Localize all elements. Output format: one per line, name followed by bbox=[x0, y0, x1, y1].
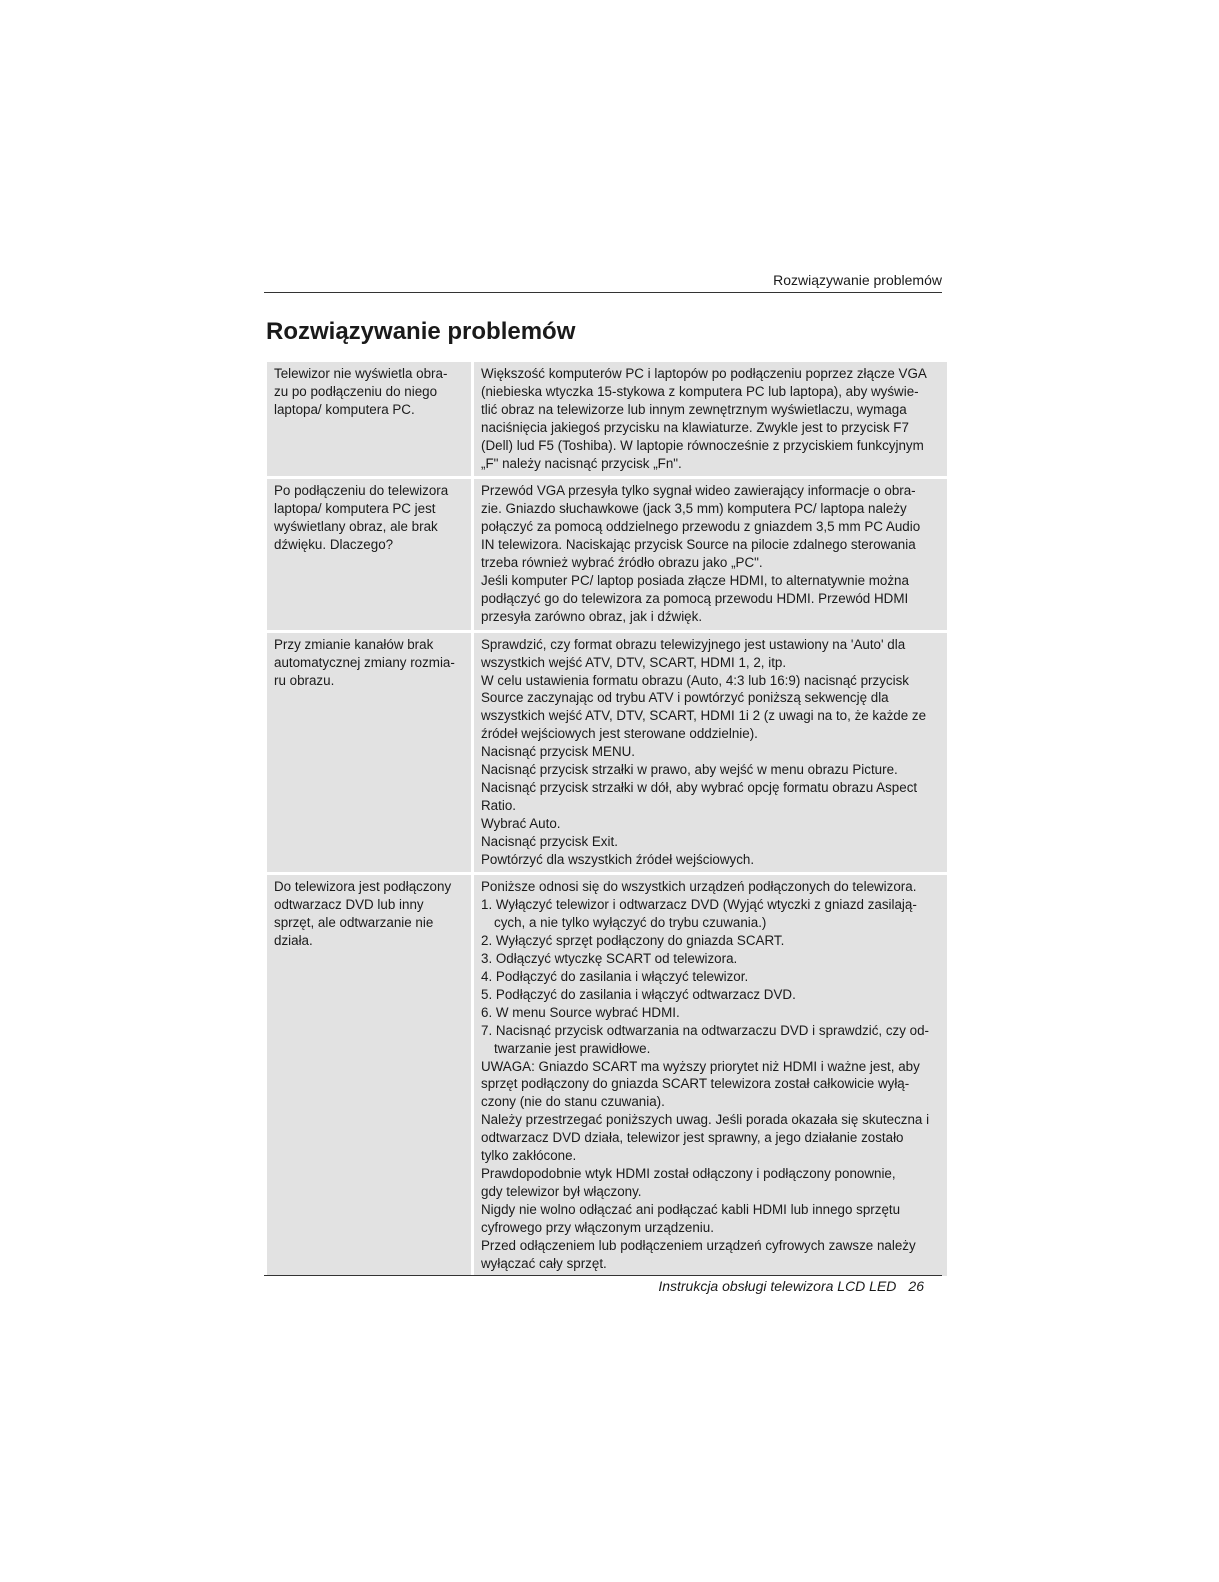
text-line: Nigdy nie wolno odłączać ani podłączać kabli HDMI lub innego sprzętu bbox=[481, 1201, 901, 1217]
text-line: Wybrać Auto. bbox=[481, 815, 561, 831]
text-line: UWAGA: Gniazdo SCART ma wyższy priorytet niż HDMI i ważne jest, aby bbox=[481, 1058, 920, 1074]
page-number: 26 bbox=[908, 1278, 924, 1294]
solution-cell bbox=[474, 362, 947, 476]
text-line: wyświetlany obraz, ale brak bbox=[274, 519, 438, 535]
text-line: cyfrowego przy włączonym urządzeniu. bbox=[481, 1219, 714, 1235]
footer-title: Instrukcja obsługi telewizora LCD LED bbox=[658, 1278, 897, 1294]
text-line: połączyć za pomocą oddzielnego przewodu z gniazdem 3,5 mm PC Audio bbox=[481, 519, 921, 535]
text-line: sprzęt podłączony do gniazda SCART telewizora został całkowicie wyłą- bbox=[481, 1076, 910, 1092]
text-line: Telewizor nie wyświetla obra- bbox=[274, 366, 448, 381]
text-line: Do telewizora jest podłączony bbox=[274, 879, 452, 895]
problem-cell bbox=[267, 479, 471, 629]
header-rule bbox=[264, 292, 942, 293]
list-item: 3. Odłączyć wtyczkę SCART od telewizora. bbox=[481, 951, 738, 967]
text-line: tlić obraz na telewizorze lub innym zewnętrznym wyświetlaczu, wymaga bbox=[481, 401, 907, 417]
text-line: Poniższe odnosi się do wszystkich urządzeń podłączonych do telewizora. bbox=[481, 879, 917, 895]
text-line: Należy przestrzegać poniższych uwag. Jeśli porada okazała się skuteczna i bbox=[481, 1112, 930, 1128]
text-line: przesyła zarówno obraz, jak i dźwięk. bbox=[481, 608, 703, 624]
text-line: laptopa/ komputera PC. bbox=[274, 401, 415, 417]
text-line: laptopa/ komputera PC jest bbox=[274, 501, 436, 517]
text-line: Nacisnąć przycisk Exit. bbox=[481, 833, 618, 849]
list-item: 7. Nacisnąć przycisk odtwarzania na odtwarzaczu DVD i sprawdzić, czy od- bbox=[481, 1022, 930, 1038]
page-footer bbox=[264, 1278, 924, 1294]
text-line: W celu ustawienia formatu obrazu (Auto, 4:3 lub 16:9) nacisnąć przycisk bbox=[481, 672, 909, 688]
table-row bbox=[267, 875, 947, 1276]
list-item: 2. Wyłączyć sprzęt podłączony do gniazda SCART. bbox=[481, 933, 785, 949]
list-item-continuation: twarzanie jest prawidłowe. bbox=[494, 1040, 651, 1056]
text-line: Przewód VGA przesyła tylko sygnał wideo zawierający informacje o obra- bbox=[481, 483, 916, 499]
running-header: Rozwiązywanie problemów bbox=[773, 272, 942, 288]
text-line: Ratio. bbox=[481, 797, 516, 813]
text-line: Nacisnąć przycisk strzałki w dół, aby wybrać opcję formatu obrazu Aspect bbox=[481, 779, 918, 795]
text-line: czony (nie do stanu czuwania). bbox=[481, 1094, 665, 1110]
text-line: sprzęt, ale odtwarzanie nie bbox=[274, 915, 434, 931]
solution-cell bbox=[474, 633, 947, 873]
text-line: gdy telewizor był włączony. bbox=[481, 1183, 642, 1199]
text-line: naciśnięcia jakiegoś przycisku na klawiaturze. Zwykle jest to przycisk F7 bbox=[481, 419, 909, 435]
list-item: 5. Podłączyć do zasilania i włączyć odtwarzacz DVD. bbox=[481, 986, 796, 1002]
table-row bbox=[267, 633, 947, 873]
text-line: „F" należy nacisnąć przycisk „Fn". bbox=[481, 455, 682, 471]
text-line: zu po podłączeniu do niego bbox=[274, 383, 438, 399]
solution-cell bbox=[474, 479, 947, 629]
list-item: 1. Wyłączyć telewizor i odtwarzacz DVD (Wyjąć wtyczki z gniazd zasilają- bbox=[481, 897, 917, 913]
text-line: wszystkich wejść ATV, DTV, SCART, HDMI 1, 2, itp. bbox=[481, 654, 787, 670]
solution-cell bbox=[474, 875, 947, 1276]
text-line: trzeba również wybrać źródło obrazu jako „PC". bbox=[481, 555, 763, 571]
problem-cell bbox=[267, 875, 471, 1276]
troubleshooting-table bbox=[264, 359, 950, 1279]
text-line: źródeł wejściowych jest sterowane oddzielnie). bbox=[481, 726, 758, 742]
list-item-continuation: cych, a nie tylko wyłączyć do trybu czuwania.) bbox=[494, 915, 767, 931]
text-line: IN telewizora. Naciskając przycisk Source na pilocie zdalnego sterowania bbox=[481, 537, 916, 553]
text-line: Nacisnąć przycisk MENU. bbox=[481, 744, 636, 760]
text-line: Przy zmianie kanałów brak bbox=[274, 636, 434, 652]
list-item: 4. Podłączyć do zasilania i włączyć telewizor. bbox=[481, 969, 749, 984]
text-line: działa. bbox=[274, 933, 313, 949]
text-line: Większość komputerów PC i laptopów po podłączeniu poprzez złącze VGA bbox=[481, 366, 927, 381]
problem-cell bbox=[267, 362, 471, 476]
text-line: Sprawdzić, czy format obrazu telewizyjnego jest ustawiony na 'Auto' dla bbox=[481, 636, 906, 652]
text-line: Po podłączeniu do telewizora bbox=[274, 483, 449, 499]
text-line: odtwarzacz DVD działa, telewizor jest sprawny, a jego działanie zostało bbox=[481, 1130, 904, 1146]
text-line: (niebieska wtyczka 15-stykowa z komputera PC lub laptopa), aby wyświe- bbox=[481, 383, 919, 399]
text-line: (Dell) lud F5 (Toshiba). W laptopie równocześnie z przyciskiem funkcyjnym bbox=[481, 437, 924, 453]
text-line: zie. Gniazdo słuchawkowe (jack 3,5 mm) komputera PC/ laptopa należy bbox=[481, 501, 907, 517]
text-line: Powtórzyć dla wszystkich źródeł wejściowych. bbox=[481, 851, 755, 867]
text-line: wyłączać cały sprzęt. bbox=[481, 1255, 607, 1271]
text-line: ru obrazu. bbox=[274, 672, 335, 688]
text-line: tylko zakłócone. bbox=[481, 1148, 577, 1164]
text-line: Source zaczynając od trybu ATV i powtórzyć poniższą sekwencję dla bbox=[481, 690, 889, 706]
text-line: automatycznej zmiany rozmia- bbox=[274, 654, 455, 670]
list-item: 6. W menu Source wybrać HDMI. bbox=[481, 1004, 680, 1020]
text-line: Nacisnąć przycisk strzałki w prawo, aby wejść w menu obrazu Picture. bbox=[481, 762, 898, 778]
text-line: Prawdopodobnie wtyk HDMI został odłączony i podłączony ponownie, bbox=[481, 1165, 896, 1181]
text-line: wszystkich wejść ATV, DTV, SCART, HDMI 1i 2 (z uwagi na to, że każde ze bbox=[481, 708, 927, 724]
page-title: Rozwiązywanie problemów bbox=[266, 318, 576, 345]
text-line: Jeśli komputer PC/ laptop posiada złącze HDMI, to alternatywnie można bbox=[481, 572, 909, 588]
problem-cell bbox=[267, 633, 471, 873]
text-line: dźwięku. Dlaczego? bbox=[274, 537, 394, 553]
footer-rule bbox=[264, 1275, 942, 1276]
text-line: odtwarzacz DVD lub inny bbox=[274, 897, 424, 913]
table-row bbox=[267, 479, 947, 629]
text-line: podłączyć go do telewizora za pomocą przewodu HDMI. Przewód HDMI bbox=[481, 590, 909, 606]
table-row bbox=[267, 362, 947, 476]
text-line: Przed odłączeniem lub podłączeniem urządzeń cyfrowych zawsze należy bbox=[481, 1237, 916, 1253]
